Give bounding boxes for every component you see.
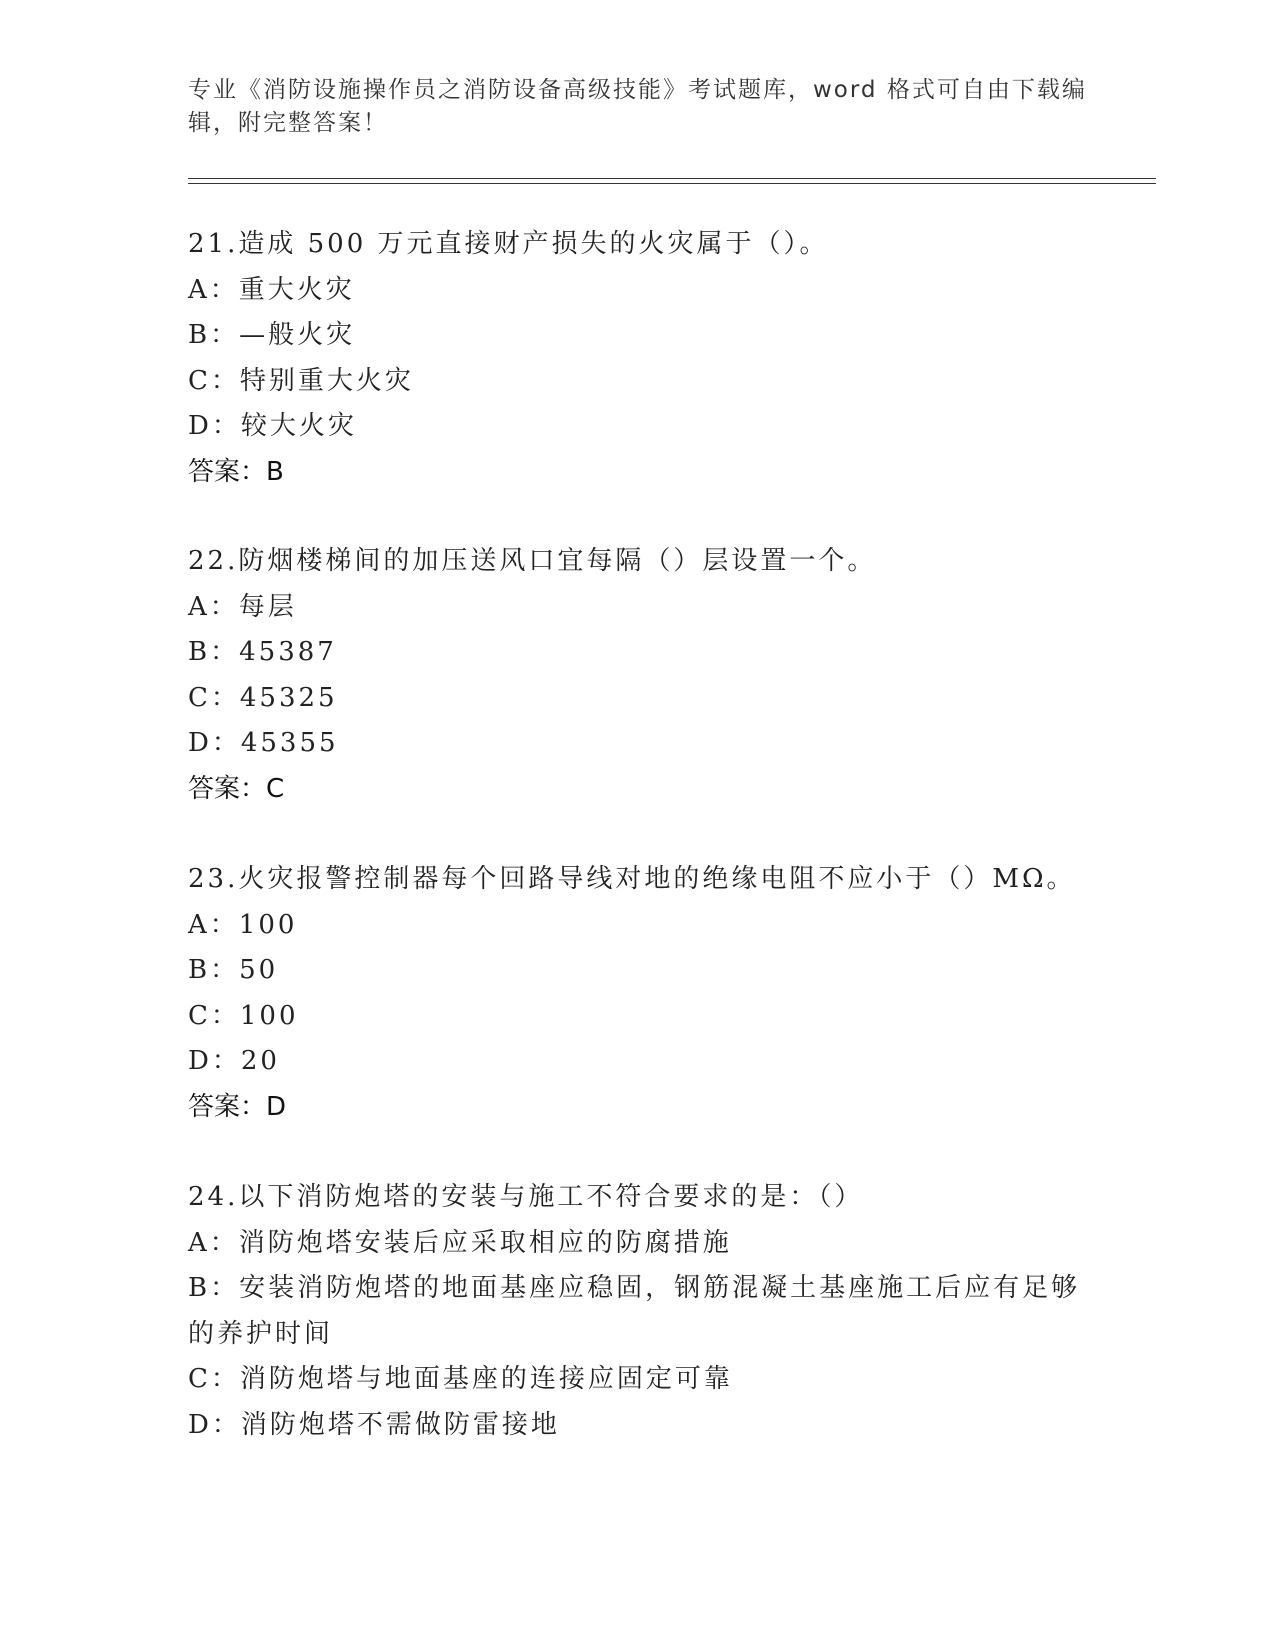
question-24 xyxy=(188,1175,1088,1448)
question-21 xyxy=(188,222,1088,495)
option-a: A：重大火灾 xyxy=(188,274,355,305)
option-b: B：安装消防炮塔的地面基座应稳固，钢筋混凝土基座施工后应有足够 xyxy=(188,1273,1081,1303)
question-23 xyxy=(188,857,1088,1130)
question-22 xyxy=(188,539,1088,812)
header-line-2: 辑，附完整答案！ xyxy=(188,110,388,136)
option-b-continued: 的养护时间 xyxy=(188,1318,334,1349)
option-c: C：45325 xyxy=(188,682,338,713)
document-header xyxy=(188,74,1088,140)
question-stem: 21.造成 500 万元直接财产损失的火灾属于（）。 xyxy=(188,229,829,259)
question-stem: 23.火灾报警控制器每个回路导线对地的绝缘电阻不应小于（）MΩ。 xyxy=(188,864,1076,894)
option-b: B：50 xyxy=(188,955,279,985)
option-c: C：消防炮塔与地面基座的连接应固定可靠 xyxy=(188,1364,733,1394)
option-a: A：消防炮塔安装后应采取相应的防腐措施 xyxy=(188,1227,732,1258)
question-stem: 22.防烟楼梯间的加压送风口宜每隔（）层设置一个。 xyxy=(188,546,877,576)
question-stem: 24.以下消防炮塔的安装与施工不符合要求的是：（） xyxy=(188,1182,864,1212)
option-d: D：20 xyxy=(188,1046,280,1076)
header-line-1: 专业《消防设施操作员之消防设备高级技能》考试题库，word 格式可自由下载编 xyxy=(188,77,1087,103)
option-c: C：100 xyxy=(188,1000,299,1031)
option-a: A：每层 xyxy=(188,591,297,622)
option-d: D：消防炮塔不需做防雷接地 xyxy=(188,1409,560,1440)
option-d: D：45355 xyxy=(188,728,339,758)
option-c: C：特别重大火灾 xyxy=(188,365,414,396)
option-d: D：较大火灾 xyxy=(188,411,357,441)
option-a: A：100 xyxy=(188,909,298,940)
answer: 答案：B xyxy=(188,456,284,487)
header-divider-bottom xyxy=(188,183,1156,184)
header-divider-top xyxy=(188,178,1156,179)
answer: 答案：C xyxy=(188,773,285,804)
option-b: B：45387 xyxy=(188,637,337,667)
answer: 答案：D xyxy=(188,1091,287,1122)
option-b: B：—般火灾 xyxy=(188,320,356,350)
